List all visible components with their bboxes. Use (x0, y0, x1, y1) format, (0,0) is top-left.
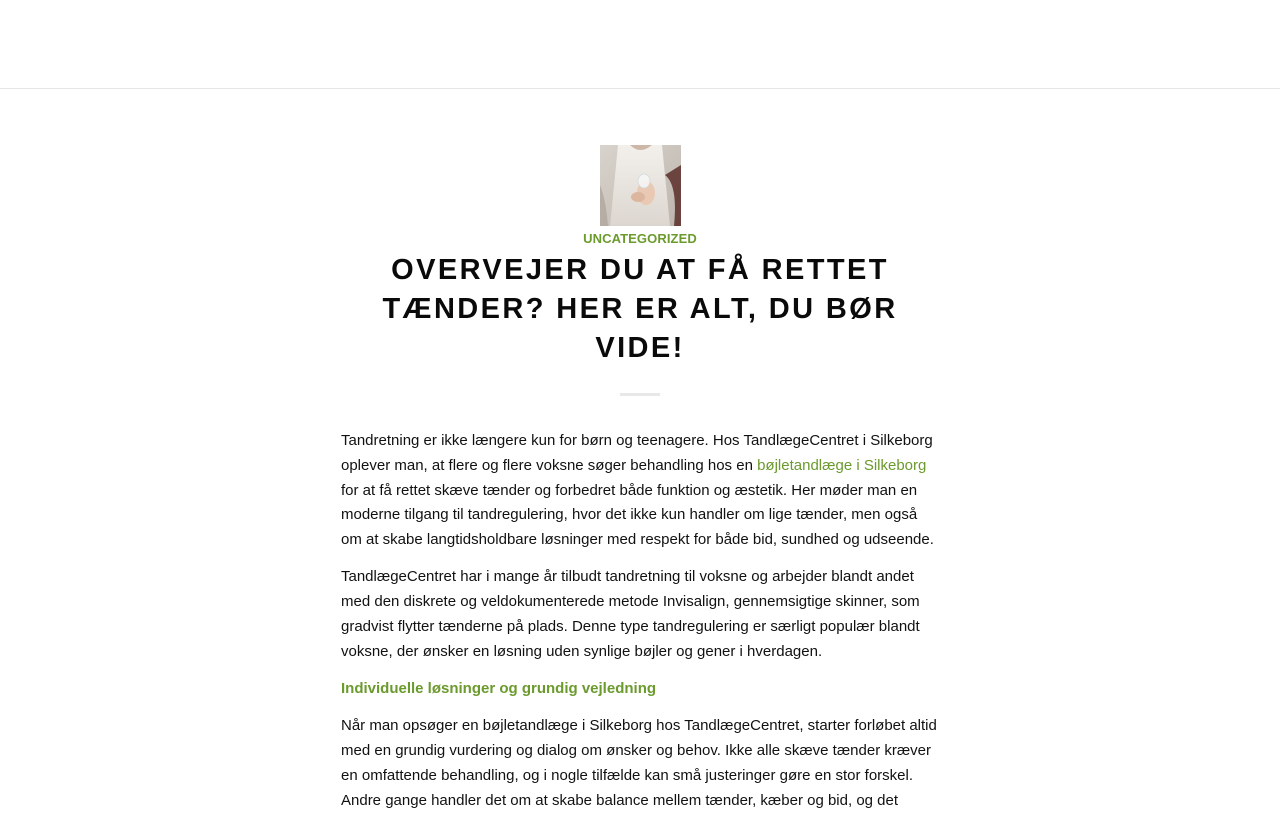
paragraph-1-text-before: Tandretning er ikke længere kun for børn og teenagere. Hos TandlægeCentret i Silkeborg oplever man, at flere og flere voksne søger behandling hos en (341, 432, 933, 474)
thumbnail-image[interactable] (600, 145, 681, 226)
post-title: OVERVEJER DU AT FÅ RETTET TÆNDER? HER ER ALT, DU BØR VIDE! (382, 254, 898, 364)
paragraph-2: TandlægeCentret har i mange år tilbudt tandretning til voksne og arbejder blandt andet med den diskrete og veldokumenterede metode Invisalign, gennemsigtige skinner, som gradvist flytter tænderne på plads. Denne type tandregulering er særligt populær blandt voksne, der ønsker en løsning uden synlige bøjler og gener i hverdagen. (341, 568, 920, 660)
post-article (341, 145, 939, 826)
site-header (0, 0, 1280, 89)
section-heading: Individuelle løsninger og grundig vejledning (341, 680, 657, 698)
post-category-link[interactable]: UNCATEGORIZED (583, 231, 697, 246)
paragraph-3: Når man opsøger en bøjletandlæge i Silkeborg hos TandlægeCentret, starter forløbet altid med en grundig vurdering og dialog om ønsker og behov. Ikke alle skæve tænder kræver en omfattende behandling, og i nogle tilfælde kan små justeringer gøre en stor forskel. Andre gange handler det om at skabe balance mellem tænder, kæber og bid, og det (341, 717, 937, 809)
paragraph-1 (341, 429, 939, 553)
paragraph-1-text-after: for at få rettet skæve tænder og forbedret både funktion og æstetik. Her møder man en moderne tilgang til tandregulering, hvor det ikke kun handler om lige tænder, men også om at skabe langtidsholdbare løsninger med respekt for både bid, sundhed og udseende. (341, 481, 934, 549)
post-content (341, 429, 939, 814)
bojletandlaege-silkeborg-link[interactable]: bøjletandlæge i Silkeborg (757, 456, 927, 474)
post-thumbnail[interactable] (341, 145, 939, 226)
title-divider (620, 393, 660, 396)
